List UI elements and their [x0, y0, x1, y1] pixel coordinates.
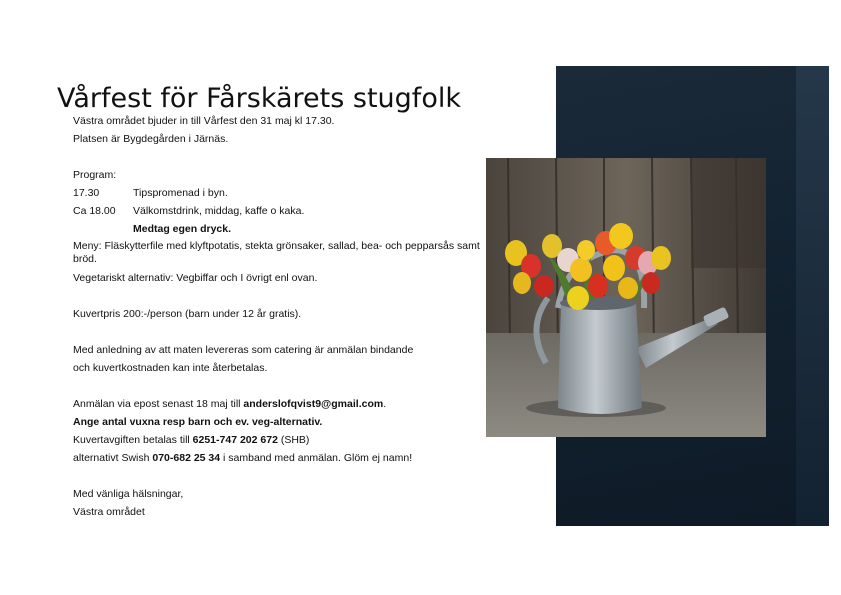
program-time: Ca 18.00: [73, 205, 116, 217]
program-text: Välkomstdrink, middag, kaffe o kaka.: [133, 205, 305, 217]
program-time: 17.30: [73, 187, 100, 199]
instruction-text: Ange antal vuxna resp barn och ev. veg-alternativ.: [73, 416, 323, 428]
registration-prefix: Anmälan via epost senast 18 maj till: [73, 398, 244, 410]
bank-account: 6251-747 202 672: [192, 434, 278, 446]
payment-suffix: (SHB): [277, 434, 310, 446]
greeting: Med vänliga hälsningar,: [73, 488, 184, 500]
page-title: Vårfest för Fårskärets stugfolk: [57, 83, 461, 114]
panel-edge-strip: [796, 66, 829, 526]
swish-suffix: i samband med anmälan. Glöm ej namn!: [220, 452, 413, 464]
intro-line: Västra området bjuder in till Vårfest den 31 maj kl 17.30.: [73, 115, 335, 127]
swish-line: [73, 449, 483, 467]
photo-illustration: [486, 158, 766, 437]
program-note: [73, 220, 483, 238]
signature: Västra området: [73, 506, 145, 518]
refund-line: och kuvertkostnaden kan inte återbetalas.: [73, 362, 268, 374]
swish-prefix: alternativt Swish: [73, 452, 153, 464]
registration-line: [73, 395, 483, 413]
watering-can-with-tulips-photo: [486, 158, 766, 437]
drink-note: Medtag egen dryck.: [133, 223, 232, 235]
swish-number: 070-682 25 34: [152, 452, 221, 464]
vegetarian-text: Vegetariskt alternativ: Vegbiffar och I övrigt enl ovan.: [73, 272, 318, 284]
payment-line: [73, 431, 483, 449]
price-text: Kuvertpris 200:-/person (barn under 12 år gratis).: [73, 308, 302, 320]
program-heading: Program:: [73, 169, 117, 181]
payment-prefix: Kuvertavgiften betalas till: [73, 434, 193, 446]
registration-suffix: .: [383, 398, 387, 410]
registration-instruction: [73, 413, 483, 431]
program-item: [73, 202, 483, 220]
menu-text: Meny: Fläskytterfile med klyftpotatis, stekta grönsaker, sallad, bea- och pepparsås samt bröd.: [73, 240, 480, 265]
program-item: [73, 184, 483, 202]
binding-line: Med anledning av att maten levereras som catering är anmälan bindande: [73, 344, 414, 356]
registration-email: anderslofqvist9@gmail.com: [243, 398, 384, 410]
program-text: Tipspromenad i byn.: [133, 187, 228, 199]
invitation-body: [73, 112, 483, 521]
venue-line: Platsen är Bygdegården i Järnäs.: [73, 133, 229, 145]
